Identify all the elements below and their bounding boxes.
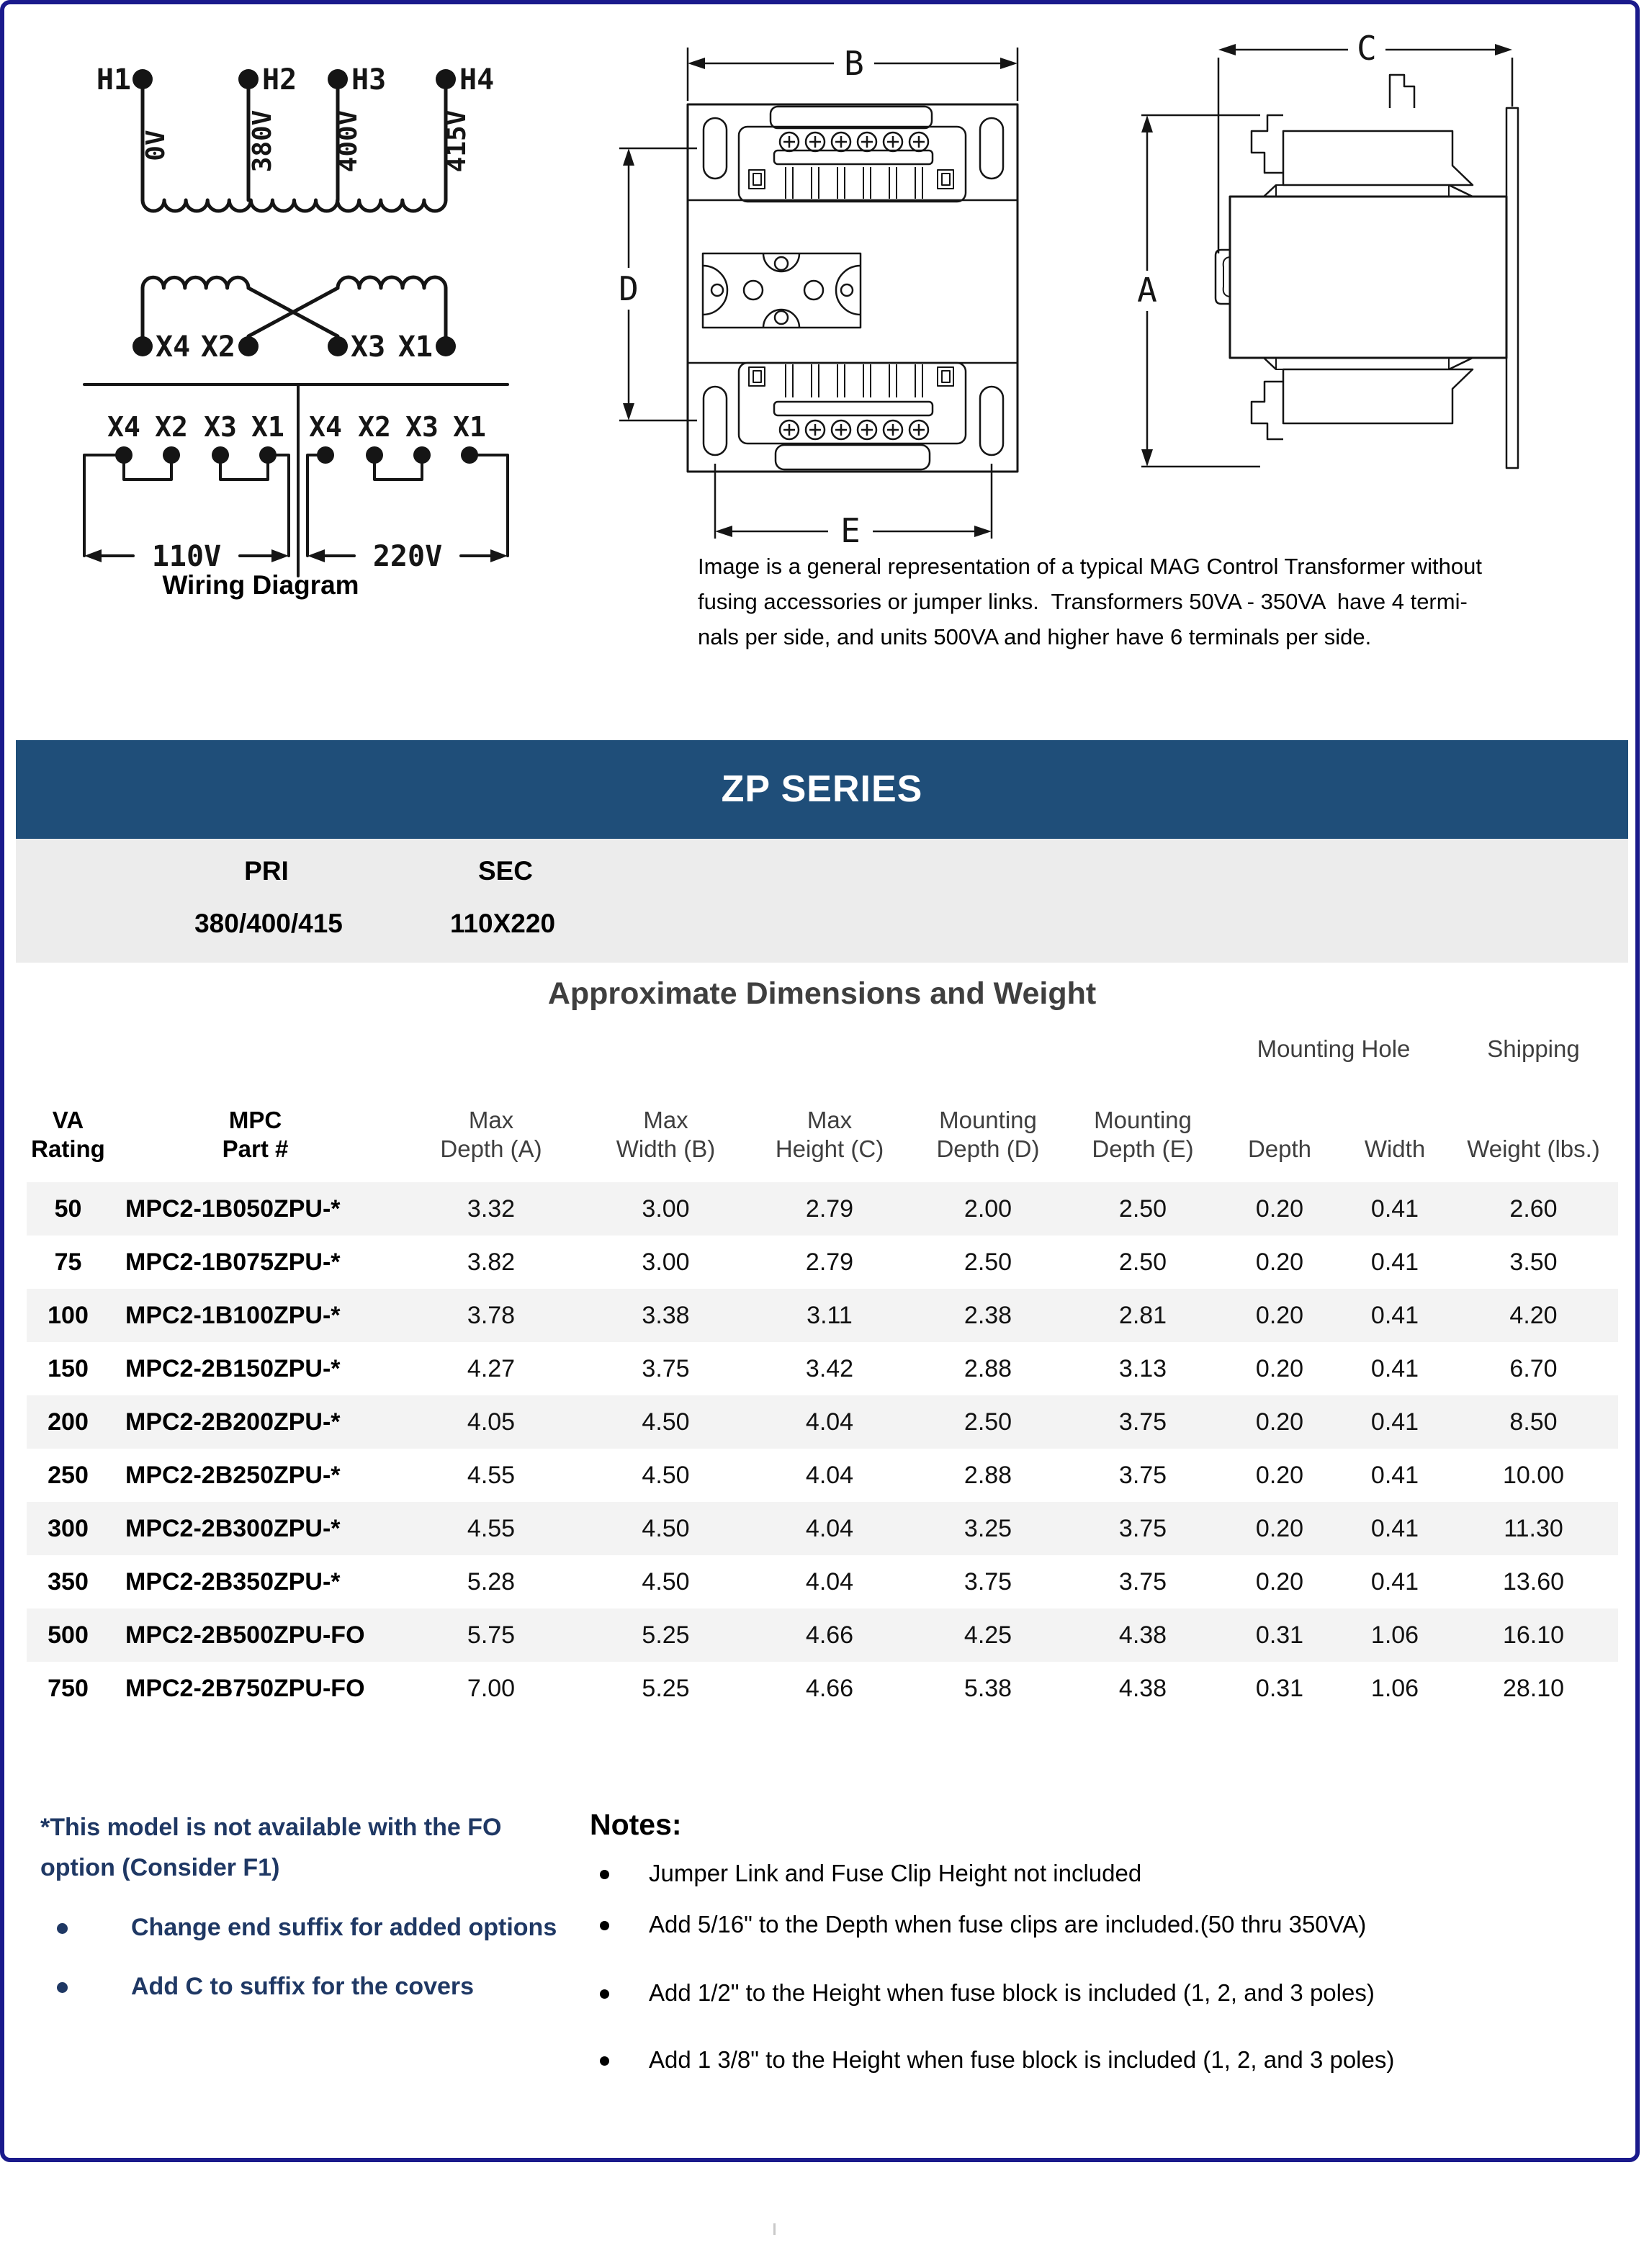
part-number-cell: MPC2-2B300ZPU-* [125, 1515, 341, 1542]
value-cell: 1.06 [1370, 1621, 1419, 1649]
arrowhead [307, 549, 325, 562]
coil-bottom [1283, 369, 1473, 423]
note-jumper-link: Jumper Link and Fuse Clip Height not included [649, 1860, 1142, 1886]
value-cell: 3.50 [1509, 1248, 1558, 1276]
va-rating-cell: 350 [48, 1568, 89, 1596]
value-cell: 13.60 [1502, 1568, 1565, 1596]
column-header-hole-width: Width [1364, 1135, 1426, 1162]
value-cell: 5.75 [467, 1621, 516, 1649]
jumper-dot [212, 446, 229, 464]
table-title: Approximate Dimensions and Weight [547, 976, 1097, 1011]
value-cell: 2.50 [1118, 1248, 1167, 1276]
side-tab-hole [942, 174, 950, 185]
footnote-fo-line1: *This model is not available with the FO [40, 1814, 502, 1841]
footnote-covers: Add C to suffix for the covers [131, 1973, 475, 2000]
side-tab-hole [753, 371, 761, 382]
terminal-cap-top [771, 107, 932, 128]
value-cell: 4.66 [805, 1675, 854, 1702]
jumper-dot [115, 446, 132, 464]
part-number-cell: MPC2-2B150ZPU-* [125, 1355, 341, 1382]
value-cell: 2.81 [1118, 1302, 1167, 1329]
bullet-icon [57, 1923, 68, 1934]
terminal-bar-top [774, 150, 933, 164]
footnote-fo-line2: option (Consider F1) [40, 1854, 280, 1881]
screw-cross [783, 424, 925, 436]
arrowhead [84, 549, 102, 562]
terminal-dot-h4 [436, 69, 456, 89]
value-cell: 3.38 [642, 1302, 690, 1329]
plate-hole [711, 284, 723, 296]
value-cell: 2.60 [1509, 1195, 1558, 1223]
table-row [27, 1502, 1618, 1555]
value-cell: 4.05 [467, 1408, 516, 1436]
terminal-bar-bottom [774, 402, 933, 415]
jumper-dot [366, 446, 383, 464]
part-number-cell: MPC2-1B050ZPU-* [125, 1195, 341, 1223]
bullet-icon [600, 1921, 609, 1930]
table-group-headers [27, 1035, 1618, 1066]
value-cell: 4.27 [467, 1355, 516, 1382]
va-rating-cell: 200 [48, 1408, 89, 1436]
table-row [27, 1395, 1618, 1449]
value-cell: 5.38 [964, 1675, 1012, 1702]
value-cell: 0.41 [1370, 1462, 1419, 1489]
value-cell: 3.78 [467, 1302, 516, 1329]
note-fuse-clips: Add 5/16" to the Depth when fuse clips are included.(50 thru 350VA) [649, 1911, 1367, 1938]
side-tab-hole [942, 371, 950, 382]
terminal-dot-x3 [328, 336, 348, 356]
terminal-label-h2: H2 [262, 63, 297, 96]
plate-hole [775, 311, 788, 324]
general-description [698, 549, 1482, 654]
footnote-suffix-options: Change end suffix for added options [131, 1914, 557, 1941]
plate-top-tab [1390, 75, 1414, 108]
column-header-hole-depth: Depth [1247, 1135, 1312, 1162]
value-cell: 3.42 [805, 1355, 854, 1382]
value-cell: 3.82 [467, 1248, 516, 1276]
value-cell: 4.25 [964, 1621, 1012, 1649]
column-header-mounting-depth-e: Mounting Depth (E) [1092, 1107, 1194, 1162]
value-cell: 3.75 [1118, 1515, 1167, 1542]
value-cell: 2.00 [964, 1195, 1012, 1223]
value-cell: 0.31 [1255, 1621, 1304, 1649]
column-header-va-rating: VA Rating [31, 1107, 105, 1162]
group-header-mounting-hole: Mounting Hole [1257, 1035, 1411, 1062]
side-tab [938, 170, 953, 189]
part-number-cell: MPC2-2B500ZPU-FO [125, 1621, 365, 1649]
value-cell: 0.41 [1370, 1408, 1419, 1436]
terminal-dot-x4 [132, 336, 153, 356]
value-cell: 0.41 [1370, 1195, 1419, 1223]
value-cell: 6.70 [1509, 1355, 1558, 1382]
value-cell: 4.38 [1118, 1621, 1167, 1649]
value-cell: 7.00 [467, 1675, 516, 1702]
group2-label-x3: X3 [405, 411, 439, 443]
bobbin-flange-top [1276, 185, 1449, 197]
group2-label-x1: X1 [453, 411, 486, 443]
value-cell: 4.04 [805, 1515, 854, 1542]
value-cell: 5.25 [642, 1675, 690, 1702]
mounting-slot [704, 118, 727, 179]
footer-mark [773, 2223, 776, 2235]
voltage-110v: 110V [151, 540, 222, 573]
note-fuse-block-half: Add 1/2" to the Height when fuse block is included (1, 2, and 3 poles) [649, 1979, 1375, 2006]
value-cell: 0.20 [1255, 1462, 1304, 1489]
core-block [1230, 197, 1506, 358]
value-cell: 0.41 [1370, 1355, 1419, 1382]
dim-label-d: D [619, 269, 639, 308]
column-header-max-height-c: Max Height (C) [775, 1107, 884, 1162]
terminal-dot-h2 [238, 69, 259, 89]
coil-top [1283, 131, 1473, 185]
secondary-winding-left [143, 277, 248, 288]
value-cell: 0.20 [1255, 1248, 1304, 1276]
pri-label: PRI [244, 856, 289, 886]
value-cell: 4.38 [1118, 1675, 1167, 1702]
value-cell: 2.38 [964, 1302, 1012, 1329]
screw-cross [783, 136, 925, 148]
part-number-cell: MPC2-2B350ZPU-* [125, 1568, 341, 1596]
dim-label-e: E [840, 511, 861, 547]
mounting-slot [704, 387, 727, 455]
column-header-max-width-b: Max Width (B) [616, 1107, 716, 1162]
value-cell: 3.00 [642, 1248, 690, 1276]
column-header-mounting-depth-d: Mounting Depth (D) [936, 1107, 1040, 1162]
sec-value: 110X220 [449, 909, 556, 938]
tap-label-0v: 0V [141, 130, 171, 161]
plate-hole [775, 257, 788, 270]
arrowhead [688, 58, 705, 69]
bobbin-flange-bottom [1276, 358, 1449, 369]
value-cell: 4.50 [642, 1462, 690, 1489]
va-rating-cell: 75 [54, 1248, 82, 1276]
value-cell: 28.10 [1502, 1675, 1565, 1702]
notes-title: Notes: [590, 1808, 682, 1841]
dim-label-b: B [844, 44, 864, 83]
value-cell: 8.50 [1509, 1408, 1558, 1436]
plate-arc-right [836, 266, 861, 315]
description-line: fusing accessories or jumper links. Transformers 50VA - 350VA have 4 termi- [698, 589, 1468, 614]
dim-label-c: C [1357, 29, 1377, 68]
value-cell: 3.75 [964, 1568, 1012, 1596]
value-cell: 1.06 [1370, 1675, 1419, 1702]
arrowhead [1000, 58, 1018, 69]
dim-ext-c [1218, 58, 1512, 253]
arrowhead [623, 403, 634, 420]
note-fuse-block-138: Add 1 3/8" to the Height when fuse block is included (1, 2, and 3 poles) [649, 2046, 1395, 2073]
jumper-links-110v [124, 464, 268, 480]
plate-hole [841, 284, 853, 296]
value-cell: 3.00 [642, 1195, 690, 1223]
side-tab-hole [753, 174, 761, 185]
bullet-icon [600, 2056, 609, 2066]
value-cell: 4.55 [467, 1462, 516, 1489]
bullet-icon [600, 1870, 609, 1879]
value-cell: 0.41 [1370, 1568, 1419, 1596]
part-number-cell: MPC2-2B750ZPU-FO [125, 1675, 365, 1702]
table-row [27, 1662, 1618, 1715]
value-cell: 3.75 [1118, 1568, 1167, 1596]
description-line: Image is a general representation of a typical MAG Control Transformer without [698, 554, 1482, 579]
value-cell: 5.28 [467, 1568, 516, 1596]
terminal-label-x3: X3 [351, 330, 386, 364]
table-row [27, 1342, 1618, 1395]
value-cell: 2.88 [964, 1355, 1012, 1382]
wiring-diagram [58, 36, 533, 583]
voltage-220v: 220V [372, 540, 443, 573]
arrowhead [715, 526, 732, 537]
primary-winding [143, 200, 446, 211]
value-cell: 4.04 [805, 1408, 854, 1436]
column-header-shipping-weight: Weight (lbs.) [1467, 1135, 1600, 1162]
description-line: nals per side, and units 500VA and higher have 6 terminals per side. [698, 624, 1372, 649]
terminal-dot-x1 [436, 336, 456, 356]
jumper-dot [163, 446, 180, 464]
terminal-cap-bottom [776, 445, 930, 469]
wiring-diagram-caption: Wiring Diagram [162, 570, 359, 600]
arrowhead [271, 549, 289, 562]
value-cell: 3.75 [1118, 1462, 1167, 1489]
terminal-dot-h3 [328, 69, 348, 89]
arrowhead [1141, 449, 1153, 467]
arrowhead [490, 549, 508, 562]
value-cell: 3.75 [642, 1355, 690, 1382]
value-cell: 3.11 [807, 1302, 853, 1329]
value-cell: 0.41 [1370, 1248, 1419, 1276]
value-cell: 11.30 [1504, 1515, 1563, 1542]
terminal-comb-top [786, 167, 922, 199]
group1-label-x1: X1 [251, 411, 284, 443]
group1-label-x4: X4 [107, 411, 140, 443]
bracket-top [1252, 115, 1283, 173]
terminal-label-h3: H3 [351, 63, 387, 96]
terminal-label-x2: X2 [200, 330, 235, 364]
table-column-headers [27, 1081, 1618, 1166]
arrowhead [623, 148, 634, 166]
plate-hole [744, 281, 763, 300]
arrowhead [1141, 115, 1153, 132]
value-cell: 4.50 [642, 1408, 690, 1436]
value-cell: 4.50 [642, 1568, 690, 1596]
secondary-cross [248, 288, 338, 336]
jumper-dot [461, 446, 478, 464]
value-cell: 4.04 [805, 1568, 854, 1596]
terminal-comb-bottom [786, 364, 922, 397]
series-title-band [16, 740, 1628, 839]
table-row [27, 1236, 1618, 1289]
value-cell: 2.50 [1118, 1195, 1167, 1223]
tap-label-400v: 400V [333, 109, 363, 173]
terminal-dot-h1 [132, 69, 153, 89]
tap-label-415v: 415V [442, 109, 472, 173]
value-cell: 16.10 [1502, 1621, 1565, 1649]
value-cell: 2.79 [805, 1195, 854, 1223]
value-cell: 0.41 [1370, 1515, 1419, 1542]
sec-label: SEC [477, 856, 534, 886]
series-title: ZP SERIES [721, 768, 923, 810]
mounting-slot [980, 118, 1003, 179]
va-rating-cell: 300 [48, 1515, 89, 1542]
arrowhead [1495, 44, 1512, 55]
group-header-shipping: Shipping [1487, 1035, 1580, 1062]
value-cell: 0.20 [1255, 1302, 1304, 1329]
value-cell: 2.88 [964, 1462, 1012, 1489]
value-cell: 2.79 [805, 1248, 854, 1276]
value-cell: 4.20 [1509, 1302, 1558, 1329]
value-cell: 2.50 [964, 1408, 1012, 1436]
terminal-dot-x2 [238, 336, 259, 356]
value-cell: 0.20 [1255, 1408, 1304, 1436]
part-number-cell: MPC2-2B250ZPU-* [125, 1462, 341, 1489]
bullet-icon [57, 1982, 68, 1993]
mounting-slot [980, 387, 1003, 455]
side-tab [749, 170, 765, 189]
part-number-cell: MPC2-2B200ZPU-* [125, 1408, 341, 1436]
table-row [27, 1182, 1618, 1236]
value-cell: 5.25 [642, 1621, 690, 1649]
dim-ext-a [1141, 115, 1260, 467]
terminal-label-h4: H4 [459, 63, 495, 96]
terminal-label-x1: X1 [397, 330, 433, 364]
front-view-drawing [605, 29, 1037, 547]
jumper-dot [317, 446, 334, 464]
va-rating-cell: 100 [48, 1302, 89, 1329]
table-body [27, 1182, 1618, 1715]
plate-hole [804, 281, 823, 300]
bracket-bottom [1252, 382, 1283, 439]
value-cell: 0.31 [1255, 1675, 1304, 1702]
group2-label-x2: X2 [358, 411, 391, 443]
side-tab [749, 367, 765, 386]
va-rating-cell: 50 [54, 1195, 82, 1223]
group1-label-x2: X2 [155, 411, 188, 443]
jumper-links-220v [374, 464, 422, 480]
terminal-label-x4: X4 [156, 330, 191, 364]
value-cell: 4.66 [805, 1621, 854, 1649]
bullet-icon [600, 1989, 609, 1999]
flange-slant [1264, 185, 1473, 197]
dim-label-a: A [1137, 271, 1157, 310]
table-row [27, 1608, 1618, 1662]
pri-value: 380/400/415 [194, 909, 343, 938]
mounting-plate [1506, 108, 1518, 468]
flange-slant [1264, 358, 1473, 369]
arrowhead [974, 526, 992, 537]
value-cell: 2.50 [964, 1248, 1012, 1276]
column-header-max-depth-a: Max Depth (A) [440, 1107, 542, 1162]
va-rating-cell: 500 [48, 1621, 89, 1649]
arrowhead [1218, 44, 1236, 55]
tap-label-380v: 380V [248, 109, 277, 173]
value-cell: 3.32 [467, 1195, 516, 1223]
value-cell: 4.55 [467, 1515, 516, 1542]
table-row [27, 1555, 1618, 1608]
value-cell: 0.20 [1255, 1195, 1304, 1223]
value-cell: 0.41 [1370, 1302, 1419, 1329]
va-rating-cell: 250 [48, 1462, 89, 1489]
part-number-cell: MPC2-1B100ZPU-* [125, 1302, 341, 1329]
value-cell: 4.50 [642, 1515, 690, 1542]
primary-stems [143, 89, 446, 200]
value-cell: 3.25 [964, 1515, 1012, 1542]
side-view-drawing [1123, 14, 1642, 518]
jumper-dot [413, 446, 431, 464]
table-row [27, 1449, 1618, 1502]
value-cell: 10.00 [1502, 1462, 1565, 1489]
va-rating-cell: 150 [48, 1355, 89, 1382]
table-row [27, 1289, 1618, 1342]
column-header-part-number: MPC Part # [222, 1107, 289, 1162]
group1-label-x3: X3 [204, 411, 237, 443]
secondary-winding-right [338, 277, 446, 288]
va-rating-cell: 750 [48, 1675, 89, 1702]
value-cell: 3.75 [1118, 1408, 1167, 1436]
value-cell: 0.20 [1255, 1568, 1304, 1596]
value-cell: 3.13 [1118, 1355, 1167, 1382]
side-tab [938, 367, 953, 386]
terminal-label-h1: H1 [96, 63, 131, 96]
value-cell: 0.20 [1255, 1515, 1304, 1542]
jumper-dot [259, 446, 277, 464]
value-cell: 4.04 [805, 1462, 854, 1489]
part-number-cell: MPC2-1B075ZPU-* [125, 1248, 341, 1276]
group2-label-x4: X4 [309, 411, 342, 443]
value-cell: 0.20 [1255, 1355, 1304, 1382]
